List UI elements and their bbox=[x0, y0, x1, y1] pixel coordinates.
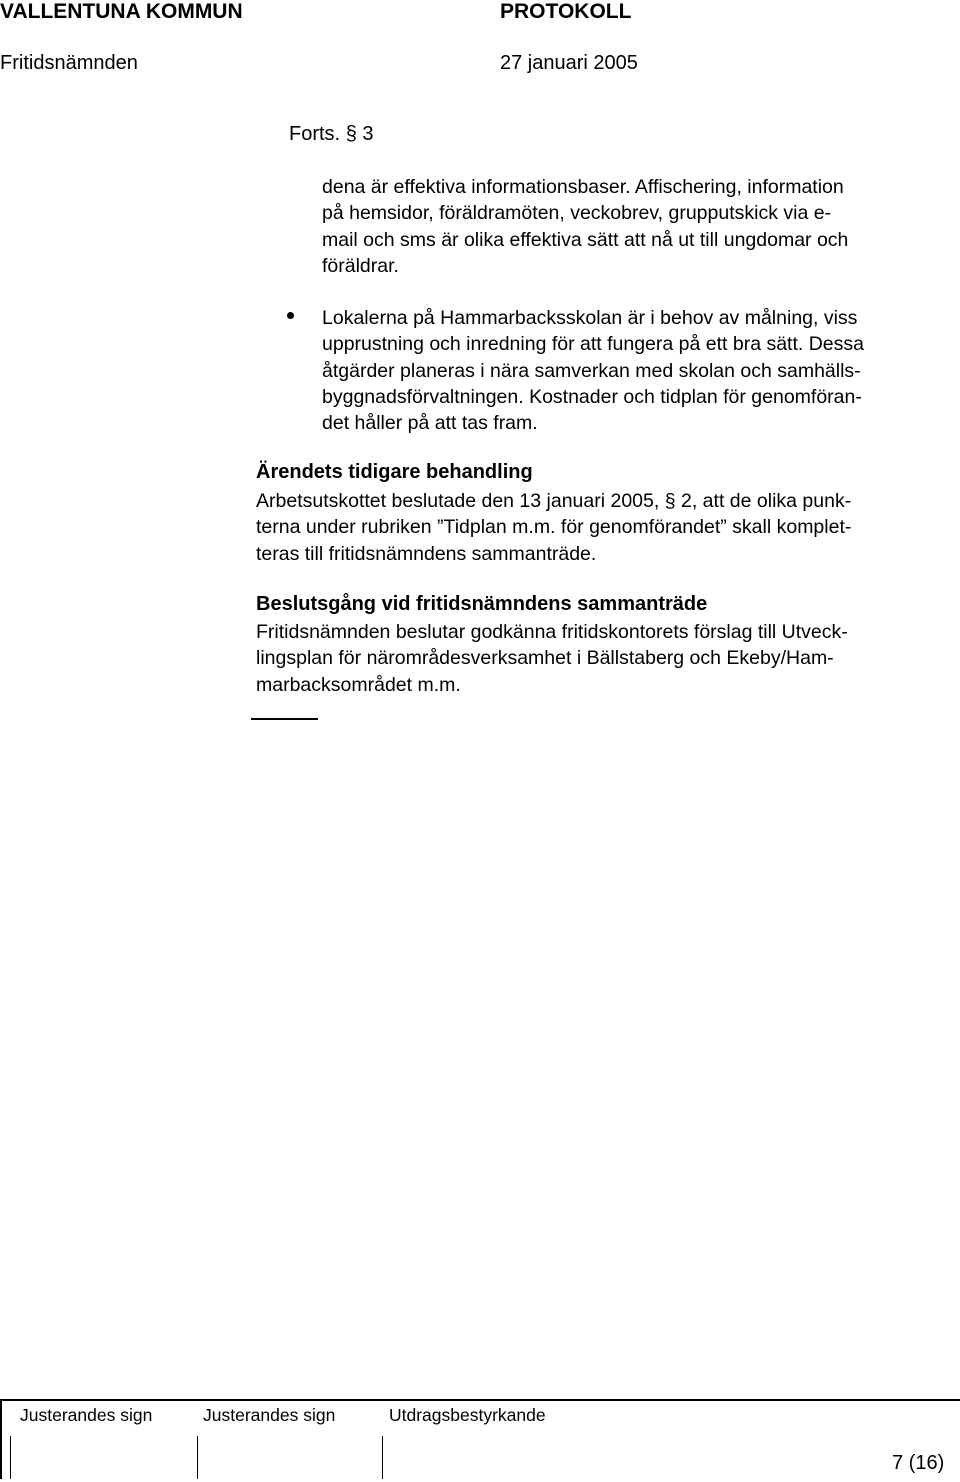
sign-label-3: Utdragsbestyrkande bbox=[389, 1405, 546, 1425]
decision-line: Fritidsnämnden beslutar godkänna fritidskontorets förslag till Utveck- bbox=[256, 621, 848, 643]
section-number: 3 bbox=[362, 123, 374, 145]
sign-label-2: Justerandes sign bbox=[203, 1405, 336, 1425]
bullet-line: upprustning och inredning för att fungera på ett bra sätt. Dessa bbox=[322, 333, 865, 356]
continuation-prefix: Forts. bbox=[289, 123, 341, 145]
meeting-date: 27 januari 2005 bbox=[500, 52, 638, 74]
committee-name: Fritidsnämnden bbox=[0, 52, 138, 74]
previous-handling-line: terna under rubriken ”Tidplan m.m. för genomförandet” skall komplet- bbox=[256, 516, 852, 539]
page-number: 7 (16) bbox=[892, 1452, 945, 1474]
bullet-item-text bbox=[322, 305, 864, 436]
previous-handling-line: teras till fritidsnämndens sammanträde. bbox=[256, 542, 597, 565]
decision-line: lingsplan för närområdesverksamhet i Bällstaberg och Ekeby/Ham- bbox=[256, 647, 834, 670]
bullet-line: byggnadsförvaltningen. Kostnader och tidplan för genomföran- bbox=[322, 385, 862, 408]
continued-paragraph bbox=[322, 174, 848, 279]
footer-left-border bbox=[0, 1399, 2, 1479]
section-symbol: § bbox=[664, 490, 676, 512]
decision-heading: Beslutsgång vid fritidsnämndens sammanträde bbox=[256, 593, 708, 615]
paragraph-line: dena är effektiva informationsbaser. Affischering, information bbox=[322, 176, 844, 198]
previous-handling-text bbox=[256, 488, 851, 567]
paragraph-line: mail och sms är olika effektiva sätt att nå ut till ungdomar och bbox=[322, 228, 849, 251]
decision-text bbox=[256, 619, 848, 698]
footer-top-rule bbox=[0, 1399, 960, 1401]
document-type: PROTOKOLL bbox=[500, 0, 632, 23]
footer-box-divider bbox=[382, 1436, 383, 1479]
bullet-line: det håller på att tas fram. bbox=[322, 412, 538, 435]
decision-line: marbacksområdet m.m. bbox=[256, 673, 461, 696]
footer-box-divider bbox=[197, 1436, 198, 1479]
paragraph-line: föräldrar. bbox=[322, 254, 399, 277]
bullet-line: åtgärder planeras i nära samverkan med skolan och samhälls- bbox=[322, 359, 861, 382]
previous-handling-heading: Ärendets tidigare behandling bbox=[256, 461, 533, 483]
continuation-marker bbox=[289, 123, 374, 146]
closing-rule bbox=[251, 718, 318, 720]
section-symbol: § bbox=[345, 123, 357, 145]
footer-box-divider bbox=[10, 1436, 11, 1479]
organization-name: VALLENTUNA KOMMUN bbox=[0, 0, 243, 23]
bullet-dot-icon bbox=[287, 312, 294, 319]
sign-label-1: Justerandes sign bbox=[20, 1405, 153, 1425]
bullet-line: Lokalerna på Hammarbacksskolan är i behov av målning, viss bbox=[322, 307, 858, 329]
previous-handling-line: Arbetsutskottet beslutade den 13 januari 2005, § 2, att de olika punk- bbox=[256, 490, 852, 512]
paragraph-line: på hemsidor, föräldramöten, veckobrev, grupputskick via e- bbox=[322, 202, 832, 225]
